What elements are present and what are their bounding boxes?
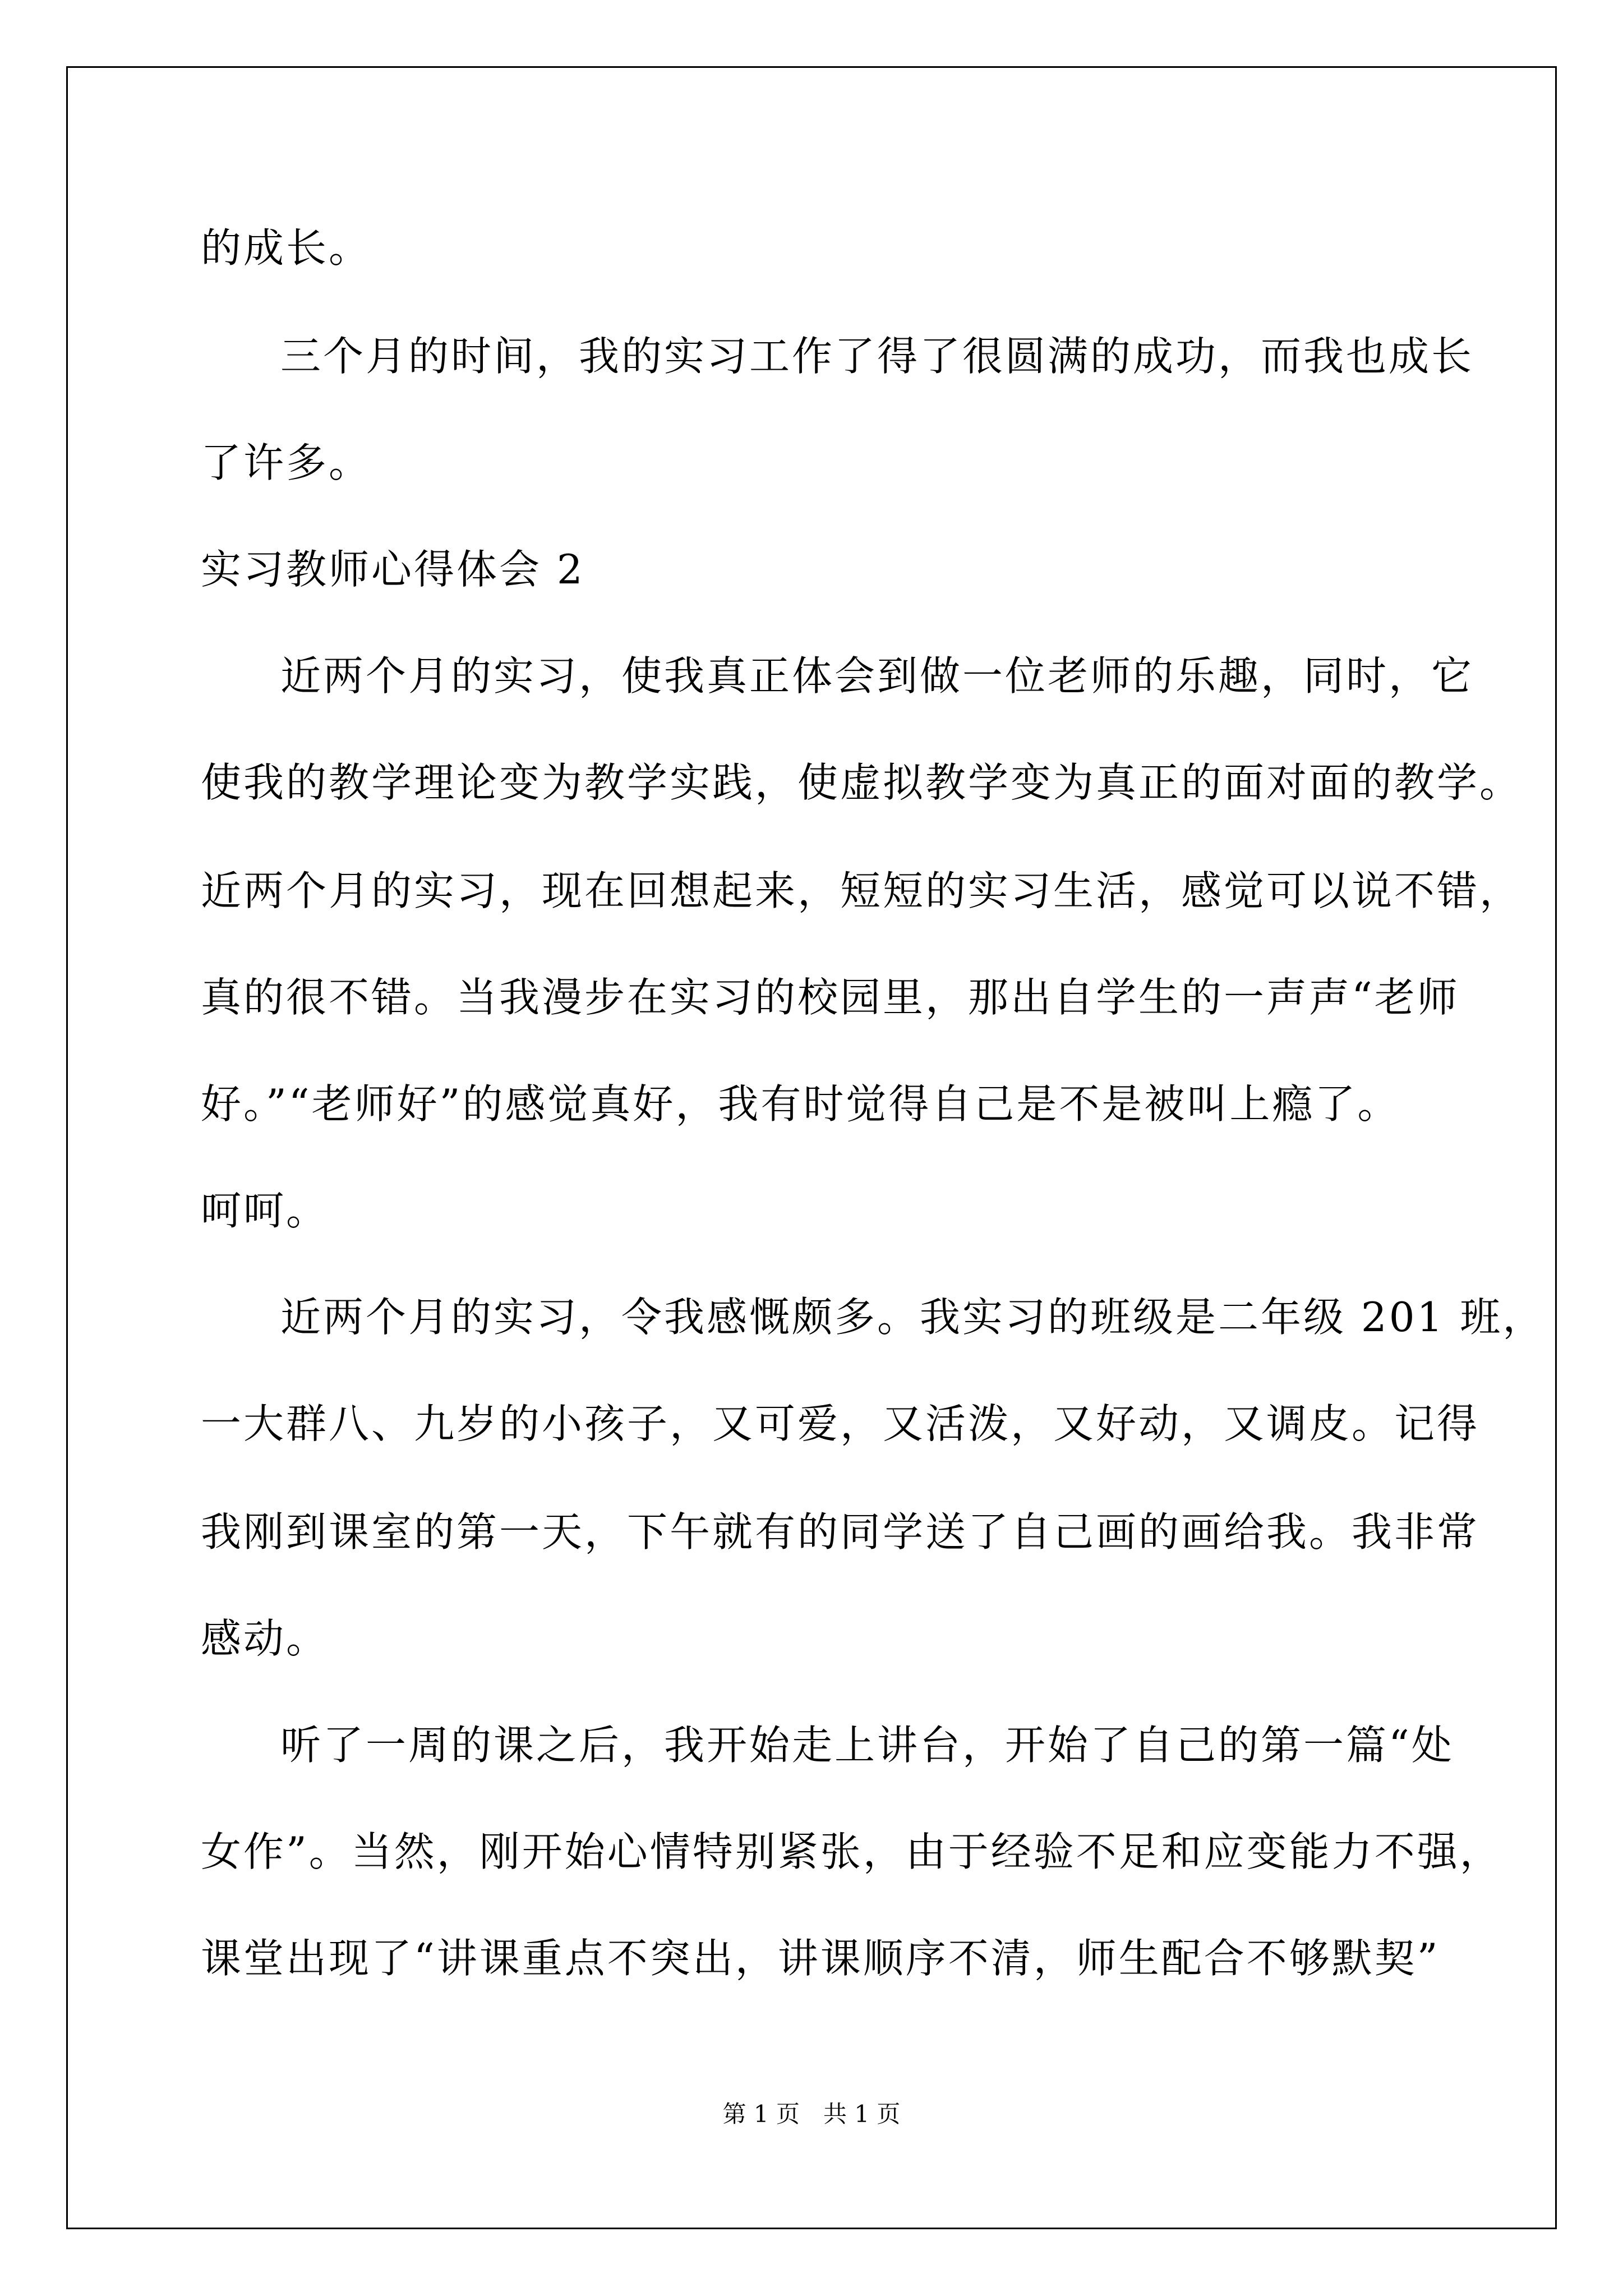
text-line: 使我的教学理论变为教学实践，使虚拟教学变为真正的面对面的教学。 <box>201 759 1523 806</box>
page-border <box>66 66 1557 2229</box>
text-line: 女作”。当然，刚开始心情特别紧张，由于经验不足和应变能力不强， <box>201 1828 1502 1875</box>
text-line: 三个月的时间，我的实习工作了得了很圆满的成功，而我也成长 <box>280 333 1474 380</box>
text-line: 呵呵。 <box>201 1187 329 1234</box>
text-line: 感动。 <box>201 1615 329 1662</box>
text-line: 好。”“老师好”的感觉真好，我有时觉得自己是不是被叫上瘾了。 <box>201 1080 1400 1128</box>
text-line: 近两个月的实习，现在回想起来，短短的实习生活，感觉可以说不错， <box>201 867 1523 914</box>
text-line: 近两个月的实习，使我真正体会到做一位老师的乐趣，同时，它 <box>280 652 1474 700</box>
section-heading: 实习教师心得体会 2 <box>201 546 585 593</box>
text-line: 的成长。 <box>201 224 372 272</box>
text-line: 近两个月的实习，令我感慨颇多。我实习的班级是二年级 201 班， <box>280 1294 1546 1341</box>
text-line: 听了一周的课之后，我开始走上讲台，开始了自己的第一篇“处 <box>280 1722 1454 1769</box>
page-footer: 第 1 页 共 1 页 <box>722 2100 901 2128</box>
text-line: 课堂出现了“讲课重点不突出，讲课顺序不清，师生配合不够默契” <box>201 1935 1440 1982</box>
text-line: 了许多。 <box>201 439 372 486</box>
text-line: 一大群八、九岁的小孩子，又可爱，又活泼，又好动，又调皮。记得 <box>201 1400 1480 1447</box>
text-line: 真的很不错。当我漫步在实习的校园里，那出自学生的一声声“老师 <box>201 974 1460 1021</box>
text-line: 我刚到课室的第一天，下午就有的同学送了自己画的画给我。我非常 <box>201 1508 1480 1556</box>
